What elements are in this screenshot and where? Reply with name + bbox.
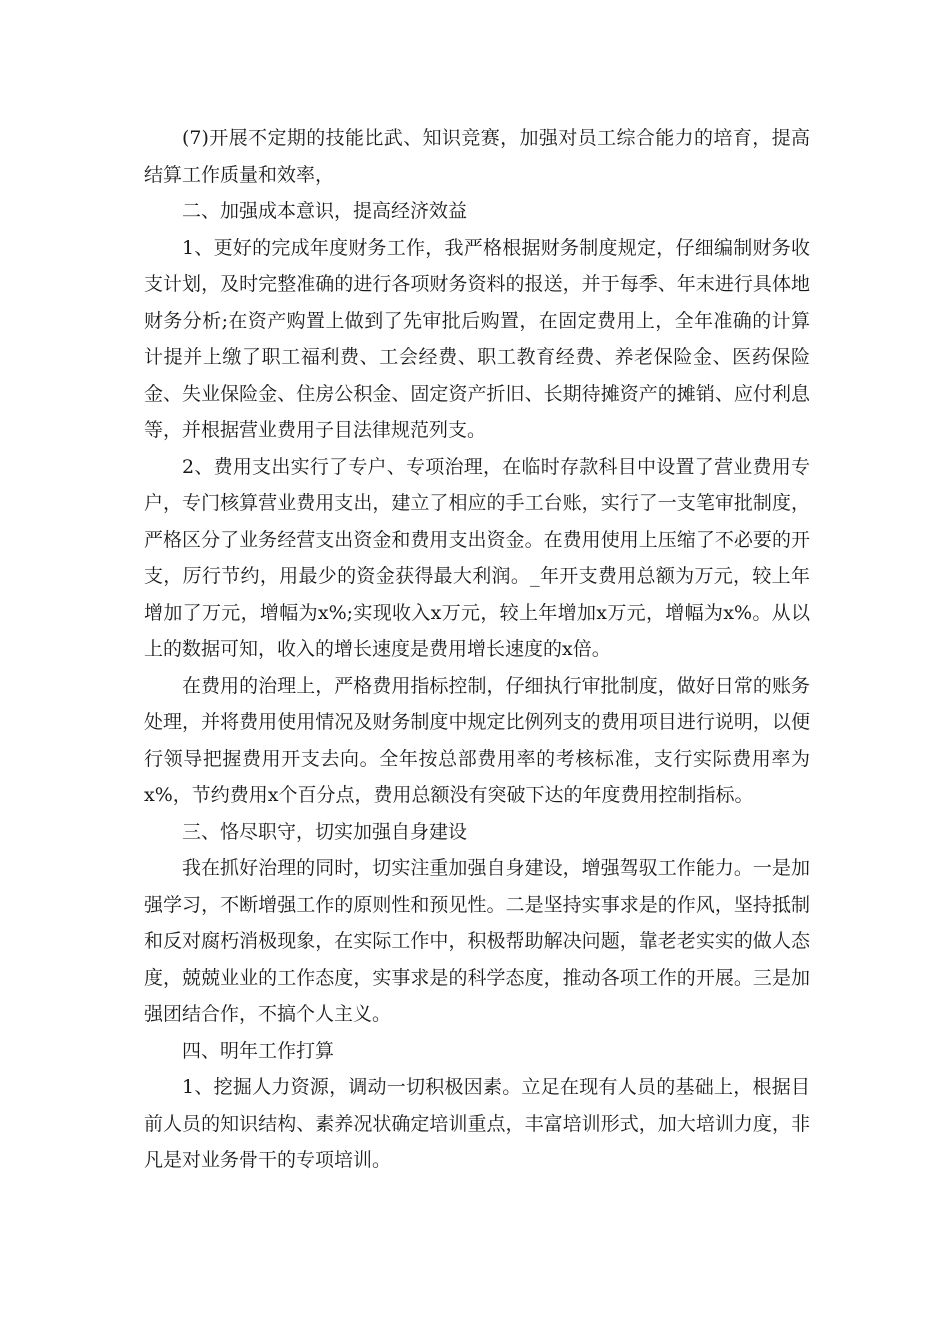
paragraph-expense-management: 2、费用支出实行了专户、专项治理，在临时存款科目中设置了营业费用专户，专门核算营业费用支出，建立了相应的手工台账，实行了一支笔审批制度，严格区分了业务经营支出资金和费用支出资金。在费用使用上压缩了不必要的开支，厉行节约，用最少的资金获得最大利润。_年开支费用总额为万元，较上年增加了万元，增幅为x%;实现收入x万元，较上年增加x万元，增幅为x%。从以上的数据可知，收入的增长速度是费用增长速度的x倍。 [144, 455, 810, 660]
paragraph-expense-control: 在费用的治理上，严格费用指标控制，仔细执行审批制度，做好日常的账务处理，并将费用使用情况及财务制度中规定比例列支的费用项目进行说明，以便行领导把握费用开支去向。全年按总部费用率的考核标准，支行实际费用率为x%，节约费用x个百分点，费用总额没有突破下达的年度费用控制指标。 [144, 674, 810, 806]
heading-next-year-plan: 四、明年工作打算 [182, 1039, 335, 1062]
paragraph-human-resources: 1、挖掘人力资源，调动一切积极因素。立足在现有人员的基础上，根据目前人员的知识结构、素养况状确定培训重点，丰富培训形式，加大培训力度，非凡是对业务骨干的专项培训。 [144, 1076, 810, 1171]
paragraph-self-construction: 我在抓好治理的同时，切实注重加强自身建设，增强驾驭工作能力。一是加强学习，不断增强工作的原则性和预见性。二是坚持实事求是的作风，坚持抵制和反对腐朽消极现象，在实际工作中，积极帮助解决问题，靠老老实实的做人态度，兢兢业业的工作态度，实事求是的科学态度，推动各项工作的开展。三是加强团结合作，不搞个人主义。 [144, 857, 810, 1025]
heading-self-construction: 三、恪尽职守，切实加强自身建设 [182, 820, 468, 843]
paragraph-annual-finance: 1、更好的完成年度财务工作，我严格根据财务制度规定，仔细编制财务收支计划，及时完整准确的进行各项财务资料的报送，并于每季、年末进行具体地财务分析;在资产购置上做到了先审批后购置，在固定费用上，全年准确的计算计提并上缴了职工福利费、工会经费、职工教育经费、养老保险金、医药保险金、失业保险金、住房公积金、固定资产折旧、长期待摊资产的摊销、应付利息等，并根据营业费用子目法律规范列支。 [144, 236, 810, 441]
paragraph-skill-contest: (7)开展不定期的技能比武、知识竞赛，加强对员工综合能力的培育，提高结算工作质量和效率， [144, 127, 810, 186]
document-body [144, 120, 810, 1179]
heading-cost-awareness: 二、加强成本意识，提高经济效益 [182, 200, 468, 222]
